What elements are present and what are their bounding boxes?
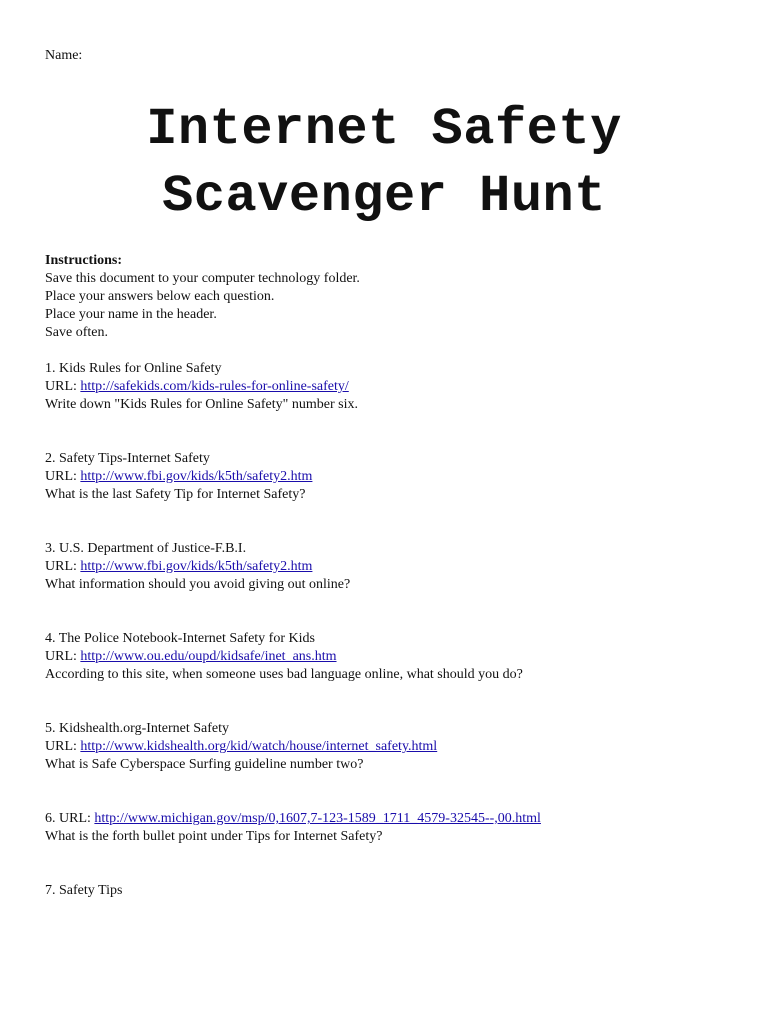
question-6-link[interactable]: http://www.michigan.gov/msp/0,1607,7-123-1589_1711_4579-32545--,00.html [94, 811, 541, 826]
question-4-url-line [45, 648, 745, 666]
instruction-line: Save often. [45, 325, 108, 340]
url-label: URL: [45, 649, 81, 664]
instructions-heading: Instructions: [45, 253, 123, 268]
instruction-line: Place your name in the header. [45, 307, 217, 322]
question-1-url-line [45, 378, 745, 396]
question-6-url-line [45, 810, 745, 828]
instruction-line: Save this document to your computer technology folder. [45, 271, 360, 286]
question-4-title: 4. The Police Notebook-Internet Safety for Kids [45, 631, 315, 646]
question-2-link[interactable]: http://www.fbi.gov/kids/k5th/safety2.htm [80, 469, 313, 484]
url-label: URL: [45, 379, 81, 394]
url-label: URL: [45, 739, 81, 754]
document-body [45, 252, 745, 900]
question-2-text: What is the last Safety Tip for Internet Safety? [45, 487, 306, 502]
question-1-link[interactable]: http://safekids.com/kids-rules-for-online-safety/ [80, 379, 349, 394]
question-1-text: Write down "Kids Rules for Online Safety" number six. [45, 397, 358, 412]
page-title [0, 96, 768, 230]
question-3-url-line [45, 558, 745, 576]
instruction-line: Place your answers below each question. [45, 289, 275, 304]
question-2-url-line [45, 468, 745, 486]
question-3-link[interactable]: http://www.fbi.gov/kids/k5th/safety2.htm [80, 559, 313, 574]
question-3-title: 3. U.S. Department of Justice-F.B.I. [45, 541, 247, 556]
question-5-text: What is Safe Cyberspace Surfing guideline number two? [45, 757, 364, 772]
url-label: 6. URL: [45, 811, 95, 826]
question-5-title: 5. Kidshealth.org-Internet Safety [45, 721, 230, 736]
question-4-text: According to this site, when someone uses bad language online, what should you do? [45, 667, 523, 682]
url-label: URL: [45, 469, 81, 484]
question-6-text: What is the forth bullet point under Tips for Internet Safety? [45, 829, 383, 844]
title-line-1: Internet Safety [146, 100, 622, 159]
question-5-url-line [45, 738, 745, 756]
name-label: Name: [45, 48, 83, 63]
question-4-link[interactable]: http://www.ou.edu/oupd/kidsafe/inet_ans.htm [80, 649, 337, 664]
question-7-title: 7. Safety Tips [45, 883, 123, 898]
question-1-title: 1. Kids Rules for Online Safety [45, 361, 222, 376]
url-label: URL: [45, 559, 81, 574]
question-2-title: 2. Safety Tips-Internet Safety [45, 451, 210, 466]
question-5-link[interactable]: http://www.kidshealth.org/kid/watch/house/internet_safety.html [80, 739, 438, 754]
question-3-text: What information should you avoid giving out online? [45, 577, 351, 592]
title-line-2: Scavenger Hunt [162, 167, 606, 226]
